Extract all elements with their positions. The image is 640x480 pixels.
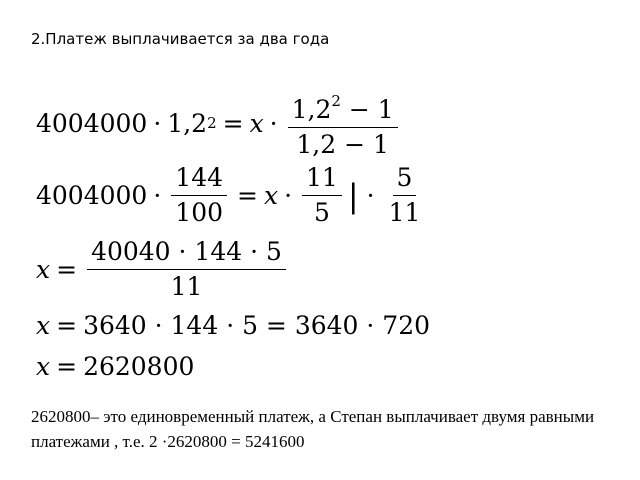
eq2-coefficient: 4004000 — [36, 181, 148, 210]
eq4-rhs: 3640 · 144 · 5 = 3640 · 720 — [83, 311, 431, 340]
multiply-dot: · — [269, 108, 278, 138]
equation-5 — [36, 352, 194, 381]
equation-1 — [36, 86, 402, 160]
equals-sign: = — [222, 108, 244, 138]
eq1-fraction-numerator: $1,2^2 - 1$ — [288, 86, 398, 128]
eq1-fraction-denominator: 1,2 − 1 — [296, 130, 389, 159]
eq3-variable: x — [36, 255, 51, 284]
eq5-variable: x — [36, 352, 51, 381]
equals-sign: = — [56, 352, 78, 381]
eq1-base: 1,2 — [167, 108, 208, 138]
multiply-dot: · — [366, 181, 375, 210]
equals-sign: = — [56, 255, 78, 284]
eq3-fraction: $\frac{40040 \cdot 144 \cdot 5}{11}$ — [87, 237, 286, 302]
multiply-dot: · — [153, 108, 162, 138]
equals-sign: = — [237, 181, 258, 210]
equation-3 — [36, 237, 290, 302]
eq2-fraction-3: $\frac{5}{11}$ — [388, 163, 421, 227]
eq2-fraction-2: $\frac{11}{5}$ — [302, 163, 342, 228]
eq4-variable: x — [36, 311, 51, 340]
eq2-fraction-1: $\frac{144}{100}$ — [171, 163, 227, 228]
eq5-rhs: 2620800 — [83, 352, 195, 381]
eq1-variable: x — [249, 108, 264, 138]
equals-sign: = — [56, 311, 78, 340]
equation-4 — [36, 311, 430, 340]
vertical-bar: | — [347, 176, 359, 215]
eq2-variable: x — [263, 181, 279, 210]
multiply-dot: · — [284, 181, 293, 210]
explanation-paragraph: 2620800– это единовременный платеж, а Степан выплачивает двумя равными платежами , т.е. 2 ·2620800 = 5241600 — [31, 407, 595, 451]
eq1-fraction — [288, 86, 398, 160]
equation-2 — [36, 163, 428, 228]
eq1-coefficient: 4004000 — [36, 108, 148, 138]
eq1-exponent: 2 — [207, 114, 217, 132]
task-heading: 2.Платеж выплачивается за два года — [31, 30, 330, 48]
multiply-dot: · — [153, 181, 162, 210]
